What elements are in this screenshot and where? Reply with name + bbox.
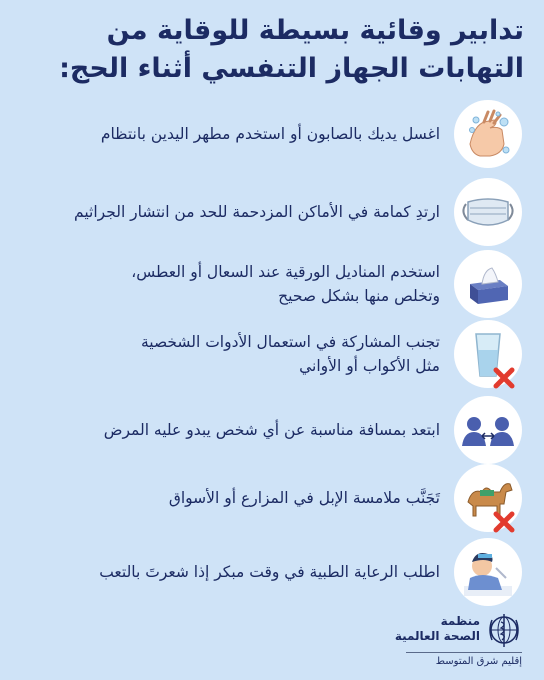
footer-divider bbox=[406, 652, 522, 653]
org-name-line-1: منظمة bbox=[440, 614, 480, 628]
title-line-1: تدابير وقائية بسيطة للوقاية من bbox=[106, 15, 524, 46]
tip-line: ارتدِ كمامة في الأماكن المزدحمة للحد من انتشار الجراثيم bbox=[74, 203, 440, 221]
cross-mark bbox=[496, 514, 512, 530]
face-mask-icon bbox=[454, 178, 522, 246]
tip-text bbox=[20, 248, 440, 320]
title-line-2: التهابات الجهاز التنفسي أثناء الحج: bbox=[59, 53, 524, 84]
tip-item-handwashing bbox=[0, 98, 544, 170]
tip-line: مثل الأكواب أو الأواني bbox=[299, 357, 440, 375]
tip-text bbox=[20, 536, 440, 608]
tip-item-distance bbox=[0, 394, 544, 466]
org-name-line-2: الصحة العالمية bbox=[394, 629, 480, 643]
tip-line: اطلب الرعاية الطبية في وقت مبكر إذا شعرتَ بالتعب bbox=[99, 563, 440, 581]
tip-item-mask bbox=[0, 176, 544, 248]
tip-item-camels bbox=[0, 462, 544, 534]
page-title bbox=[20, 12, 524, 88]
tip-text bbox=[20, 318, 440, 390]
distance-people-icon bbox=[454, 396, 522, 464]
tip-text bbox=[20, 98, 440, 170]
tip-line: اغسل يديك بالصابون أو استخدم مطهر اليدين بانتظام bbox=[100, 125, 440, 143]
tip-line: استخدم المناديل الورقية عند السعال أو العطس، bbox=[131, 263, 440, 281]
tip-line: تجنب المشاركة في استعمال الأدوات الشخصية bbox=[140, 333, 440, 351]
tissue-box-icon bbox=[454, 250, 522, 318]
tip-line: ابتعد بمسافة مناسبة عن أي شخص يبدو عليه المرض bbox=[103, 421, 440, 439]
camel-cross-icon bbox=[454, 464, 522, 532]
sick-person-icon bbox=[454, 538, 522, 606]
cross-mark bbox=[496, 370, 512, 386]
who-emblem-icon bbox=[484, 610, 524, 650]
handwashing-icon bbox=[454, 100, 522, 168]
organization-name bbox=[360, 614, 480, 644]
tip-text bbox=[20, 394, 440, 466]
tip-line: تَجَنَّب ملامسة الإبل في المزارع أو الأسواق bbox=[168, 489, 440, 507]
region-name: إقليم شرق المتوسط bbox=[435, 656, 522, 667]
tip-text bbox=[20, 462, 440, 534]
glass-cross-icon bbox=[454, 320, 522, 388]
tip-line: وتخلص منها بشكل صحيح bbox=[278, 287, 440, 305]
tip-item-tissues bbox=[0, 248, 544, 320]
tip-item-no-sharing bbox=[0, 318, 544, 390]
tip-text bbox=[20, 176, 440, 248]
tip-item-seek-care bbox=[0, 536, 544, 608]
